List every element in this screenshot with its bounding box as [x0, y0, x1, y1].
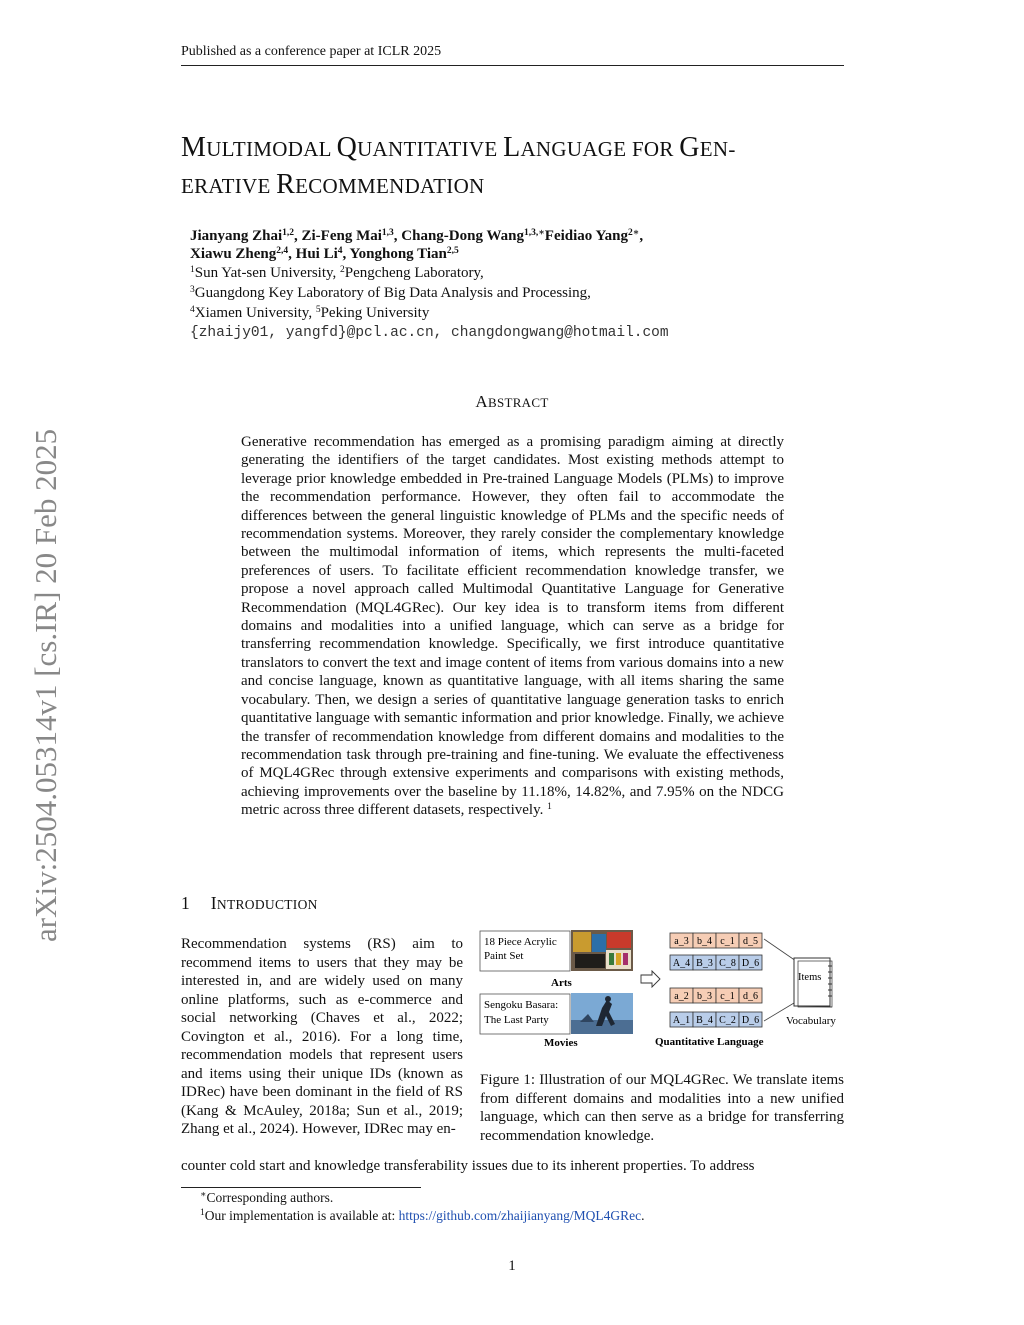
item-movies-title-line2: The Last Party — [484, 1014, 549, 1026]
affiliation-mark: 1 — [190, 265, 195, 275]
token-label: C_2 — [719, 1015, 736, 1026]
title-word-initial: M — [181, 132, 207, 163]
affiliation-mark: 4 — [190, 305, 195, 315]
book-label: Items — [798, 972, 822, 983]
item-arts-title-line2: Paint Set — [484, 950, 524, 962]
token-label: c_1 — [720, 936, 735, 947]
author-affiliation-marks: 1,2 — [282, 228, 294, 238]
github-link[interactable]: https://github.com/zhaijianyang/MQL4GRec — [398, 1208, 642, 1223]
footnote-one-mark: 1 — [200, 1208, 205, 1218]
author-affiliation-marks: 1,3 — [381, 228, 394, 238]
footnote-one-text: Our implementation is available at: — [204, 1208, 399, 1223]
token-label: a_3 — [674, 936, 689, 947]
affiliation-line-3 — [190, 305, 429, 322]
author-affiliation-marks: 4 — [337, 246, 343, 256]
footnote-star-text: Corresponding authors. — [206, 1190, 334, 1205]
movie-poster-image — [571, 993, 633, 1034]
domain-label-movies: Movies — [544, 1037, 578, 1049]
intro-paragraph-continued: counter cold start and knowledge transferability issues due to its inherent properties. To address — [181, 1158, 755, 1174]
title-word-initial: R — [276, 169, 296, 200]
running-header: Published as a conference paper at ICLR 2025 — [181, 44, 442, 59]
affiliation-text: Sun Yat-sen University, — [194, 265, 341, 281]
token-label: B_4 — [696, 1015, 713, 1026]
author-separator: , — [639, 228, 644, 244]
translate-arrow — [641, 971, 660, 987]
figure-1-caption: Figure 1: Illustration of our MQL4GRec. We translate items from different domains and modalities into a new unified language, which can then serve as a bridge for transferring recommendation knowledge. — [480, 1072, 844, 1144]
token-label: A_1 — [672, 1015, 691, 1026]
token-label: A_4 — [672, 958, 691, 969]
token-label: d_6 — [743, 991, 758, 1002]
affiliation-mark: 3 — [190, 285, 195, 295]
page-number: 1 — [508, 1258, 516, 1274]
token-label: a_2 — [674, 991, 689, 1002]
author-list — [190, 227, 830, 263]
vocabulary-book-icon — [794, 958, 832, 1007]
abstract-heading — [0, 392, 1024, 412]
affiliation-text: Pengcheng Laboratory, — [344, 265, 484, 281]
author-emails: {zhaijy01, yangfd}@pcl.ac.cn, changdongwang@hotmail.com — [190, 325, 669, 341]
author-affiliation-marks: 2,4 — [276, 246, 289, 256]
footnote-rule — [181, 1187, 421, 1188]
author-name: Yonghong Tian — [349, 246, 447, 262]
author-name: Feidiao Yang — [544, 228, 628, 244]
footnote-corresponding — [200, 1190, 333, 1206]
connector-top — [764, 939, 796, 961]
author-affiliation-marks: 1,3,∗ — [523, 228, 545, 238]
author-separator: , — [342, 246, 350, 262]
author-separator: , — [294, 228, 302, 244]
token-label: D_6 — [741, 958, 760, 969]
author-name: Xiawu Zheng — [190, 246, 277, 262]
title-word-initial: G — [679, 132, 700, 163]
abstract-body — [241, 433, 784, 820]
token-label: b_4 — [697, 936, 712, 947]
header-rule — [181, 65, 844, 66]
vocabulary-label: Vocabulary — [786, 1015, 836, 1027]
abstract-heading-initial: A — [475, 392, 488, 411]
title-word-initial: L — [503, 132, 521, 163]
arxiv-stamp-text: arXiv:2504.05314v1 [cs.IR] 20 Feb 2025 — [28, 428, 63, 942]
affiliation-mark: 5 — [315, 305, 321, 315]
title-word-rest: ECOMMENDATION — [295, 174, 485, 198]
arxiv-stamp — [8, 370, 68, 950]
quantitative-language-label: Quantitative Language — [655, 1036, 764, 1048]
item-arts-title-line1: 18 Piece Acrylic — [484, 936, 557, 948]
paint-set-image — [571, 930, 633, 971]
author-name: Hui Li — [295, 246, 338, 262]
title-word-rest: ULTIMODAL — [206, 137, 337, 161]
author-affiliation-marks: 2∗ — [628, 228, 640, 238]
section-heading — [181, 893, 318, 914]
title-word-rest: ANGUAGE FOR — [520, 137, 680, 161]
token-grid — [670, 933, 762, 1027]
token-label: B_3 — [696, 958, 713, 969]
title-word-initial: Q — [336, 132, 358, 163]
author-line-1 — [190, 227, 830, 245]
affiliation-mark: 2 — [340, 265, 345, 275]
footnote-one-end: . — [641, 1208, 645, 1223]
affiliation-line-1 — [190, 265, 484, 282]
token-label: d_5 — [743, 936, 758, 947]
affiliation-text: Guangdong Key Laboratory of Big Data Analysis and Processing, — [194, 285, 591, 301]
author-name: Zi-Feng Mai — [301, 228, 382, 244]
author-line-2 — [190, 245, 830, 263]
token-label: c_1 — [720, 991, 735, 1002]
title-word-rest: EN- — [699, 137, 736, 161]
title-word-rest: UANTITATIVE — [357, 137, 504, 161]
author-affiliation-marks: 2,5 — [446, 246, 459, 256]
token-label: b_3 — [697, 991, 712, 1002]
author-name: Jianyang Zhai — [190, 228, 283, 244]
domain-label-arts: Arts — [551, 977, 572, 989]
title-line-2 — [181, 167, 844, 204]
intro-paragraph: Recommendation systems (RS) aim to recommend items to users that they may be interested in, and are widely used on many online platforms, such as e-commerce and social networking (Chaves et al., 2022; Covington et al., 2016). For a long time, recommendation models that represent users and items using their unique IDs (known as IDRec) have been dominant in the field of RS (Kang & McAuley, 2018a; Sun et al., 2019; Zhang et al., 2024). However, IDRec may en- — [181, 936, 463, 1137]
section-title-initial: I — [210, 893, 217, 913]
abstract-text: Generative recommendation has emerged as a promising paradigm aiming at directly generating the identifiers of the target candidates. Most existing methods attempt to leverage prior knowledge embedded in Pre-trained Language Models (PLMs) to improve the recommendation performance. However, they often fail to accommodate the differences between the general linguistic knowledge of PLMs and the specific needs of recommendation systems. Moreover, they rarely consider the complementary knowledge between the multimodal information of items, which represents the multi-faceted preferences of users. To facilitate efficient recommendation knowledge transfer, we propose a novel approach called Multimodal Quantitative Language for Generative Recommendation (MQL4GRec). Our key idea is to transform items from different domains and modalities into a unified language, which can serve as a bridge for transferring recommendation knowledge. Specifically, we first introduce quantitative translators to convert the text and image content of items from various domains into a new and concise language, known as quantitative language, with all items sharing the same vocabulary. Then, we design a series of quantitative language generation tasks to enrich quantitative language with semantic information and prior knowledge. Finally, we achieve the transfer of recommendation knowledge from different domains and modalities to the recommendation task through pre-training and fine-tuning. We evaluate the effectiveness of MQL4GRec through extensive experiments and comparisons with existing methods, achieving improvements over the baseline by 11.18%, 14.82%, and 7.95% on the NDCG metric across three different datasets, respectively. — [241, 434, 784, 819]
section-title-rest: NTRODUCTION — [216, 897, 318, 912]
author-separator: , — [393, 228, 402, 244]
footnote-star-mark: ∗ — [200, 1190, 207, 1200]
author-name: Chang-Dong Wang — [401, 228, 524, 244]
title-line-1 — [181, 130, 844, 167]
figure-1 — [478, 928, 846, 1050]
footnote-implementation — [200, 1208, 645, 1224]
author-separator: , — [288, 246, 296, 262]
affiliation-text: Peking University — [320, 305, 430, 321]
paper-title — [181, 130, 844, 204]
item-movies-title-line1: Sengoku Basara: — [484, 999, 559, 1011]
token-label: D_6 — [741, 1015, 760, 1026]
token-label: C_8 — [719, 958, 736, 969]
affiliation-text: Xiamen University, — [194, 305, 316, 321]
title-word-rest: ERATIVE — [181, 174, 277, 198]
affiliation-line-2 — [190, 285, 591, 302]
section-number: 1 — [181, 893, 191, 913]
abstract-heading-rest: BSTRACT — [487, 395, 549, 410]
footnote-ref-1[interactable]: 1 — [547, 802, 552, 813]
